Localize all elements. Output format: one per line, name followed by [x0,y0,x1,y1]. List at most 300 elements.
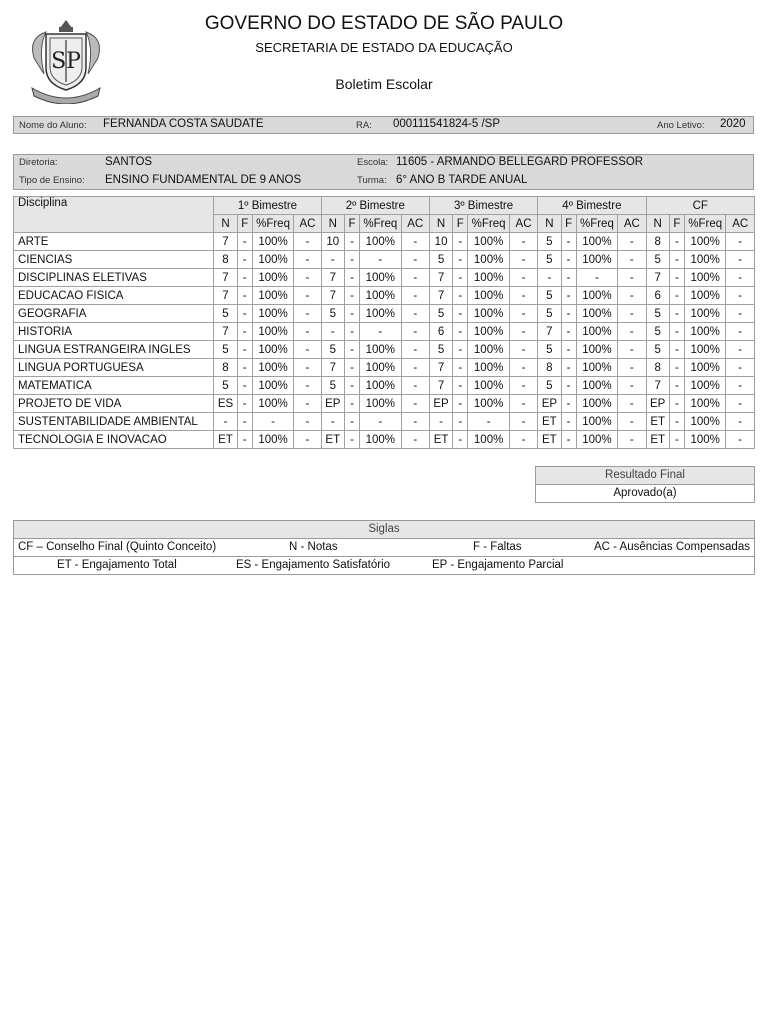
grade-cell: - [401,251,429,269]
grade-cell: - [669,359,684,377]
grade-cell: - [401,395,429,413]
grade-cell: - [726,395,755,413]
table-row [14,341,755,359]
grade-cell: - [561,359,576,377]
grade-cell: - [669,251,684,269]
grade-cell: EP [429,395,452,413]
grade-cell: 5 [538,305,561,323]
grade-cell: - [509,413,537,431]
grade-cell: 100% [252,377,293,395]
grade-cell: 100% [360,233,401,251]
grade-cell: - [453,413,468,431]
grade-cell: - [294,413,321,431]
grade-cell: - [669,233,684,251]
grade-cell: - [509,323,537,341]
table-row [14,377,755,395]
grade-cell: - [453,359,468,377]
subcol-header: AC [294,215,321,233]
subcol-header: %Freq [684,215,725,233]
grade-cell: 100% [468,233,509,251]
grade-cell: 5 [538,251,561,269]
grade-cell: - [726,287,755,305]
grade-cell: 100% [684,287,725,305]
grade-cell: 5 [646,305,669,323]
grade-cell: - [344,413,359,431]
grade-cell: - [509,287,537,305]
subcol-header: %Freq [576,215,617,233]
grade-cell: 100% [576,395,617,413]
grade-cell: 7 [214,233,237,251]
grade-cell: - [618,251,646,269]
siglas-row-2 [14,557,754,574]
grade-cell: - [401,413,429,431]
grade-cell: - [294,377,321,395]
subcol-header: F [669,215,684,233]
grade-cell: 100% [468,305,509,323]
grade-cell: 100% [252,305,293,323]
grade-cell: - [669,287,684,305]
grade-cell: 100% [252,287,293,305]
grade-cell: 8 [646,359,669,377]
grade-cell: 7 [214,287,237,305]
grade-cell: 7 [646,377,669,395]
subject-name: LINGUA PORTUGUESA [14,359,214,377]
grade-cell: - [237,287,252,305]
grade-cell: - [294,287,321,305]
turma-value: 6° ANO B TARDE ANUAL [396,174,528,186]
grade-cell: 100% [576,413,617,431]
subcol-header: %Freq [360,215,401,233]
sigla-f: F - Faltas [473,541,522,553]
grade-cell: - [726,269,755,287]
final-result-label: Resultado Final [536,467,754,485]
secretaria-subtitle: SECRETARIA DE ESTADO DA EDUCAÇÃO [255,40,513,55]
subcol-header: N [538,215,561,233]
grade-cell: 100% [252,395,293,413]
subject-name: PROJETO DE VIDA [14,395,214,413]
table-row [14,323,755,341]
grade-cell: - [669,305,684,323]
grade-cell: - [618,233,646,251]
escola-label: Escola: [357,157,389,168]
grade-cell: - [294,233,321,251]
grade-cell: - [321,413,344,431]
grade-cell: - [561,377,576,395]
subcol-header: N [646,215,669,233]
grade-cell: - [561,233,576,251]
grade-cell: - [237,431,252,449]
grade-cell: 100% [684,431,725,449]
subcol-header: AC [401,215,429,233]
subcol-header: %Freq [252,215,293,233]
table-row [14,395,755,413]
grade-cell: ET [538,413,561,431]
grade-cell: 100% [684,233,725,251]
grade-cell: - [453,305,468,323]
svg-text:SP: SP [51,49,81,74]
grade-cell: 100% [576,305,617,323]
escola-value: 11605 - ARMANDO BELLEGARD PROFESSOR [396,156,644,168]
grade-cell: - [344,377,359,395]
grade-cell: - [453,395,468,413]
table-row [14,359,755,377]
ra-value: 000111541824-5 /SP [393,118,500,130]
grade-cell: - [294,341,321,359]
grade-cell: - [561,431,576,449]
siglas-title: Siglas [14,521,754,539]
document-title: Boletim Escolar [335,76,433,92]
grade-cell: - [576,269,617,287]
sigla-es: ES - Engajamento Satisfatório [236,559,391,571]
grade-cell: ET [321,431,344,449]
grade-cell: - [618,377,646,395]
grade-cell: - [360,251,401,269]
grade-cell: - [401,377,429,395]
grade-cell: 100% [576,341,617,359]
grade-cell: 100% [468,359,509,377]
grade-cell: 100% [468,341,509,359]
grade-cell: - [401,305,429,323]
sigla-cf: CF – Conselho Final (Quinto Conceito) [18,541,217,553]
grade-cell: - [294,323,321,341]
grade-cell: 100% [360,269,401,287]
period-header: 2º Bimestre [321,197,429,215]
sigla-ac: AC - Ausências Compensadas [594,541,750,553]
grade-cell: 7 [646,269,669,287]
grade-cell: 5 [429,251,452,269]
subcol-header: N [321,215,344,233]
grade-cell: - [561,251,576,269]
grade-cell: - [401,431,429,449]
grade-cell: ET [214,431,237,449]
grade-cell: 100% [576,323,617,341]
tipo-ensino-value: ENSINO FUNDAMENTAL DE 9 ANOS [105,174,302,186]
grade-cell: - [344,395,359,413]
grade-cell: 5 [214,341,237,359]
grade-cell: 10 [321,233,344,251]
grade-cell: 100% [684,323,725,341]
student-name-label: Nome do Aluno: [19,120,87,131]
grade-cell: 7 [321,359,344,377]
grade-cell: - [618,413,646,431]
grade-cell: - [453,341,468,359]
grade-cell: 7 [429,359,452,377]
grade-cell: ET [538,431,561,449]
subcol-header: F [344,215,359,233]
grade-cell: - [344,359,359,377]
table-row [14,251,755,269]
grade-cell: - [509,395,537,413]
grade-cell: - [344,251,359,269]
grade-cell: - [360,413,401,431]
subcol-header: AC [618,215,646,233]
subject-name: EDUCACAO FISICA [14,287,214,305]
sigla-ep: EP - Engajamento Parcial [432,559,564,571]
grade-cell: - [453,431,468,449]
grade-cell: 100% [252,269,293,287]
siglas-row-1 [14,539,754,557]
grade-cell: 100% [360,431,401,449]
subcol-header: F [237,215,252,233]
grade-cell: ET [646,413,669,431]
grade-cell: 7 [321,269,344,287]
grade-cell: 100% [576,377,617,395]
grade-cell: - [618,431,646,449]
grade-cell: - [669,413,684,431]
grade-cell: - [618,269,646,287]
grade-cell: - [726,359,755,377]
grade-cell: 100% [360,395,401,413]
grade-cell: 7 [429,287,452,305]
grade-cell: - [509,305,537,323]
grade-cell: 100% [684,269,725,287]
grade-cell: 100% [684,341,725,359]
grade-cell: 7 [429,377,452,395]
year-value: 2020 [720,118,746,130]
grade-cell: 10 [429,233,452,251]
grade-cell: - [453,377,468,395]
grade-cell: 100% [468,287,509,305]
grade-cell: - [453,287,468,305]
grade-cell: - [344,233,359,251]
grade-cell: 100% [468,269,509,287]
table-row [14,431,755,449]
grade-cell: 5 [538,287,561,305]
grade-cell: - [561,305,576,323]
subject-name: ARTE [14,233,214,251]
grade-cell: 5 [214,377,237,395]
grade-cell: 100% [684,395,725,413]
subject-name: DISCIPLINAS ELETIVAS [14,269,214,287]
table-row [14,233,755,251]
grade-cell: 7 [214,323,237,341]
grade-cell: - [509,233,537,251]
grade-cell: - [509,377,537,395]
grade-cell: 100% [684,251,725,269]
grade-cell: 7 [538,323,561,341]
table-row [14,269,755,287]
grade-cell: 100% [684,305,725,323]
grade-cell: 100% [252,341,293,359]
grade-cell: - [237,269,252,287]
tipo-ensino-label: Tipo de Ensino: [19,175,85,186]
grade-cell: 100% [360,341,401,359]
grade-cell: - [509,269,537,287]
grade-cell: - [344,323,359,341]
grade-cell: 100% [360,287,401,305]
grade-cell: - [237,341,252,359]
grade-cell: - [321,251,344,269]
grades-header-periods [14,197,755,215]
grade-cell: - [669,341,684,359]
subcol-header: %Freq [468,215,509,233]
grade-cell: - [561,323,576,341]
grades-table [13,196,755,449]
grade-cell: 7 [429,269,452,287]
grade-cell: 8 [214,251,237,269]
grade-cell: - [726,413,755,431]
subcol-header: F [453,215,468,233]
grade-cell: 5 [321,341,344,359]
grade-cell: - [509,359,537,377]
grade-cell: - [561,413,576,431]
sigla-n: N - Notas [289,541,338,553]
student-info-bar [13,116,754,134]
period-header: CF [646,197,754,215]
grade-cell: 100% [360,377,401,395]
grade-cell: - [294,359,321,377]
subcol-header: F [561,215,576,233]
grade-cell: - [401,269,429,287]
grade-cell: - [618,323,646,341]
grade-cell: - [252,413,293,431]
grade-cell: 100% [468,395,509,413]
grade-cell: 8 [538,359,561,377]
grade-cell: - [237,413,252,431]
government-title: GOVERNO DO ESTADO DE SÃO PAULO [204,13,564,34]
grade-cell: - [561,269,576,287]
grade-cell: 100% [576,431,617,449]
subject-name: LINGUA ESTRANGEIRA INGLES [14,341,214,359]
subcol-header: N [214,215,237,233]
grade-cell: 100% [576,287,617,305]
grade-cell: - [321,323,344,341]
year-label: Ano Letivo: [657,120,705,131]
grade-cell: 5 [646,341,669,359]
grade-cell: - [453,269,468,287]
grade-cell: - [429,413,452,431]
grade-cell: - [294,269,321,287]
grade-cell: - [344,341,359,359]
grade-cell: 5 [321,377,344,395]
grade-cell: 100% [468,377,509,395]
siglas-legend [13,520,755,575]
grade-cell: - [726,323,755,341]
diretoria-value: SANTOS [105,156,153,168]
grade-cell: 7 [214,269,237,287]
grade-cell: - [453,323,468,341]
grade-cell: 100% [360,359,401,377]
grade-cell: - [237,395,252,413]
grade-cell: 7 [321,287,344,305]
subcol-header: AC [509,215,537,233]
table-row [14,413,755,431]
grade-cell: - [401,287,429,305]
period-header: 1º Bimestre [214,197,321,215]
grade-cell: - [453,233,468,251]
grade-cell: 8 [214,359,237,377]
grade-cell: ET [429,431,452,449]
grade-cell: - [726,233,755,251]
grade-cell: 100% [252,359,293,377]
subcol-header: AC [726,215,755,233]
grade-cell: 100% [468,431,509,449]
grade-cell: - [294,395,321,413]
grade-cell: 5 [538,341,561,359]
grade-cell: 100% [576,359,617,377]
grade-cell: 5 [429,341,452,359]
subject-name: GEOGRAFIA [14,305,214,323]
grade-cell: 100% [576,233,617,251]
grade-cell: - [669,431,684,449]
grade-cell: 5 [214,305,237,323]
grade-cell: 100% [252,233,293,251]
turma-label: Turma: [357,175,387,186]
grade-cell: - [726,377,755,395]
grade-cell: - [509,251,537,269]
table-row [14,305,755,323]
grade-cell: - [214,413,237,431]
grade-cell: 5 [321,305,344,323]
grade-cell: - [237,359,252,377]
grade-cell: - [669,269,684,287]
grade-cell: - [453,251,468,269]
diretoria-label: Diretoria: [19,157,58,168]
grade-cell: 100% [252,251,293,269]
grade-cell: - [618,341,646,359]
sigla-et: ET - Engajamento Total [57,559,177,571]
grade-cell: - [726,305,755,323]
grade-cell: - [726,341,755,359]
grade-cell: 100% [576,251,617,269]
subject-name: HISTORIA [14,323,214,341]
grade-cell: - [401,233,429,251]
period-header: 4º Bimestre [538,197,646,215]
subject-name: TECNOLOGIA E INOVACAO [14,431,214,449]
grade-cell: - [509,341,537,359]
table-row [14,287,755,305]
grade-cell: - [237,305,252,323]
grade-cell: - [618,359,646,377]
grade-cell: - [237,377,252,395]
grade-cell: - [237,323,252,341]
subject-name: SUSTENTABILIDADE AMBIENTAL [14,413,214,431]
grade-cell: - [401,359,429,377]
grade-cell: - [509,431,537,449]
grade-cell: 100% [684,359,725,377]
grade-cell: 8 [646,233,669,251]
grade-cell: 5 [646,251,669,269]
grade-cell: 6 [646,287,669,305]
grade-cell: ET [646,431,669,449]
grade-cell: 100% [684,377,725,395]
grade-cell: - [344,431,359,449]
grade-cell: - [726,431,755,449]
grade-cell: 5 [538,233,561,251]
grade-cell: - [294,431,321,449]
final-result-box [535,466,755,503]
grade-cell: 5 [429,305,452,323]
grade-cell: - [294,251,321,269]
grade-cell: - [344,287,359,305]
grade-cell: - [401,341,429,359]
grade-cell: ES [214,395,237,413]
grade-cell: - [669,395,684,413]
grade-cell: - [618,287,646,305]
grade-cell: 100% [252,323,293,341]
grade-cell: EP [321,395,344,413]
grade-cell: - [618,395,646,413]
grade-cell: EP [646,395,669,413]
grade-cell: 100% [468,323,509,341]
grade-cell: 5 [646,323,669,341]
grade-cell: - [344,305,359,323]
subject-name: CIENCIAS [14,251,214,269]
subject-name: MATEMATICA [14,377,214,395]
grade-cell: 100% [360,305,401,323]
grade-cell: - [561,287,576,305]
subcol-header: N [429,215,452,233]
